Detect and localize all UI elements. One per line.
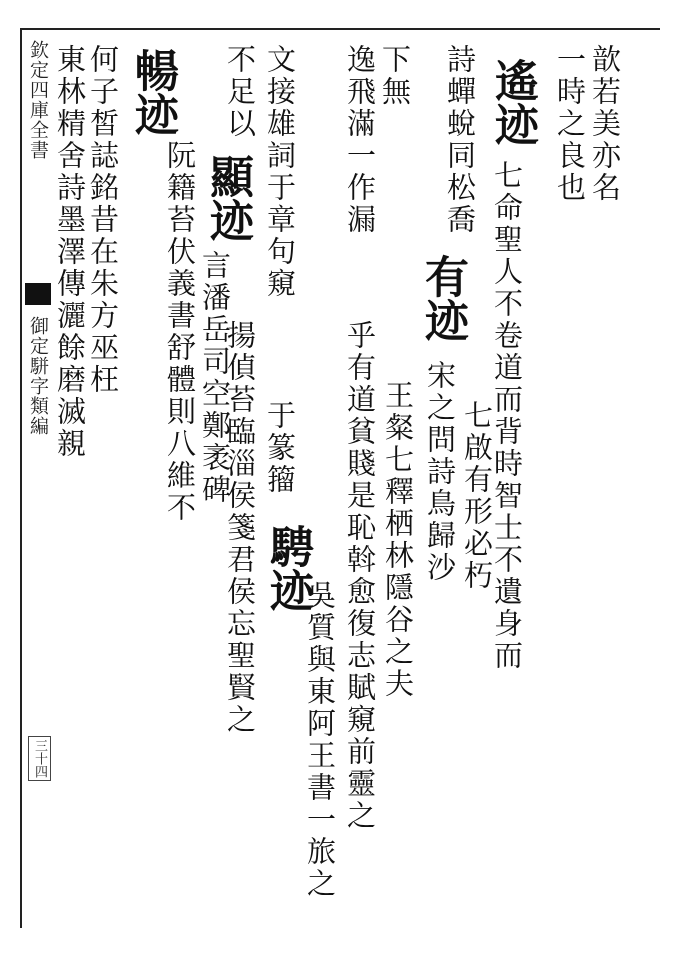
text-column-9: 王粲七釋栖林隱谷之夫	[381, 380, 415, 700]
text-column-2: 一時之良也	[553, 44, 587, 204]
headword-1: 遙迹	[487, 58, 538, 146]
text-column-10: 乎有道貧賤是恥斡愈復志賦窺前靈之	[343, 320, 377, 832]
headword-5: 暢迹	[127, 48, 178, 136]
folio-number: 三十四	[28, 736, 51, 781]
text-column-8: 逸飛滿一作漏	[343, 44, 377, 236]
text-column-15-head	[202, 150, 253, 246]
block-margin	[0, 0, 52, 959]
text-column-5-head	[417, 250, 468, 346]
text-column-6: 宋之問詩鳥歸沙	[423, 360, 457, 584]
text-column-17-body: 阮籍苔伏義書舒體則八維不	[163, 140, 197, 524]
text-column-3-body: 七命聖人不卷道而背時智士不遺身而	[490, 160, 524, 672]
text-column-3-head	[487, 54, 538, 150]
text-column-11: 文接雄詞于章句窺	[263, 44, 297, 300]
text-column-13-body: 吳質與東阿王書一旅之	[303, 580, 337, 900]
text-column-18: 何子皙誌銘昔在朱方巫枉	[86, 44, 120, 396]
text-column-4: 詩蟬蛻同松喬	[443, 44, 477, 236]
margin-title: 欽定四庫全書	[27, 40, 49, 160]
fishtail-mark	[25, 283, 51, 305]
text-column-5-body: 七啟有形必朽	[460, 400, 494, 592]
text-column-7: 下無	[378, 44, 412, 108]
text-column-17-head	[127, 44, 178, 140]
text-column-14: 不足以	[223, 44, 257, 140]
text-column-15-body: 言潘岳司空鄭袤碑	[198, 250, 232, 506]
headword-2: 有迹	[417, 254, 468, 342]
headword-3: 騁迹	[262, 524, 313, 612]
margin-book-title: 御定駢字類編	[27, 316, 49, 436]
page-border-top	[20, 28, 660, 30]
text-column-16: 揚偵苔臨淄侯箋君侯忘聖賢之	[223, 320, 257, 736]
text-column-1: 歆若美亦名	[588, 44, 622, 204]
text-column-19: 東林精舍詩墨澤傳灑餘磨滅親	[53, 44, 87, 460]
headword-4: 顯迹	[202, 154, 253, 242]
text-column-12: 于篆籀	[263, 400, 297, 496]
